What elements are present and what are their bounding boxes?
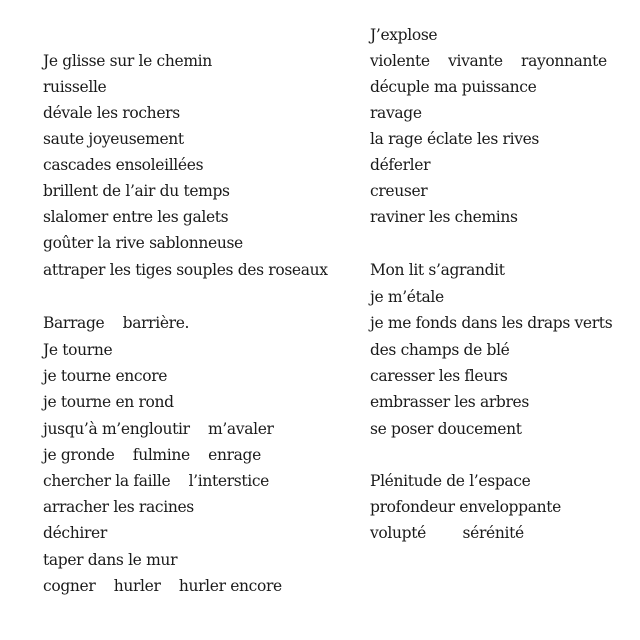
poem-line: saute joyeusement xyxy=(43,130,184,148)
poem-line: Mon lit s’agrandit xyxy=(370,261,505,279)
poem-line: ruisselle xyxy=(43,78,107,96)
poem-line: je tourne encore xyxy=(43,367,168,385)
poem-line: raviner les chemins xyxy=(370,208,518,226)
poem-line: je gronde fulmine enrage xyxy=(43,446,261,464)
poem-line: volupté sérénité xyxy=(370,524,524,542)
poem-line: attraper les tiges souples des roseaux xyxy=(43,261,328,279)
poem-line: des champs de blé xyxy=(370,341,510,359)
poem-line: slalomer entre les galets xyxy=(43,208,229,226)
poem-line: creuser xyxy=(370,182,428,200)
poem-line: brillent de l’air du temps xyxy=(43,182,230,200)
poem-line: Je tourne xyxy=(43,341,113,359)
poem-line: ravage xyxy=(370,104,422,122)
poem-line: je m’étale xyxy=(370,288,444,306)
poem-line: Je glisse sur le chemin xyxy=(43,52,212,70)
poem-line: chercher la faille l’interstice xyxy=(43,472,270,490)
poem-line: jusqu’à m’engloutir m’avaler xyxy=(43,420,274,438)
poem-line: je tourne en rond xyxy=(43,393,174,411)
poem-line: violente vivante rayonnante xyxy=(370,52,607,70)
poem-line: profondeur enveloppante xyxy=(370,498,561,516)
poem-line: la rage éclate les rives xyxy=(370,130,540,148)
poem-line: Plénitude de l’espace xyxy=(370,472,531,490)
poem-line: goûter la rive sablonneuse xyxy=(43,234,243,252)
poem-line: se poser doucement xyxy=(370,420,522,438)
poem-line: caresser les fleurs xyxy=(370,367,508,385)
poem-line: cogner hurler hurler encore xyxy=(43,577,282,595)
poem-line: dévale les rochers xyxy=(43,104,180,122)
poem-line: déchirer xyxy=(43,524,107,542)
poem-line: déferler xyxy=(370,156,431,174)
poem-line: J’explose xyxy=(370,26,438,44)
poem-line: cascades ensoleillées xyxy=(43,156,204,174)
poem-line: je me fonds dans les draps verts xyxy=(370,314,613,332)
poem-line: arracher les racines xyxy=(43,498,194,516)
poem-line: embrasser les arbres xyxy=(370,393,529,411)
poem-line: Barrage barrière. xyxy=(43,314,190,332)
poem-line: taper dans le mur xyxy=(43,551,178,569)
poem-line: décuple ma puissance xyxy=(370,78,537,96)
